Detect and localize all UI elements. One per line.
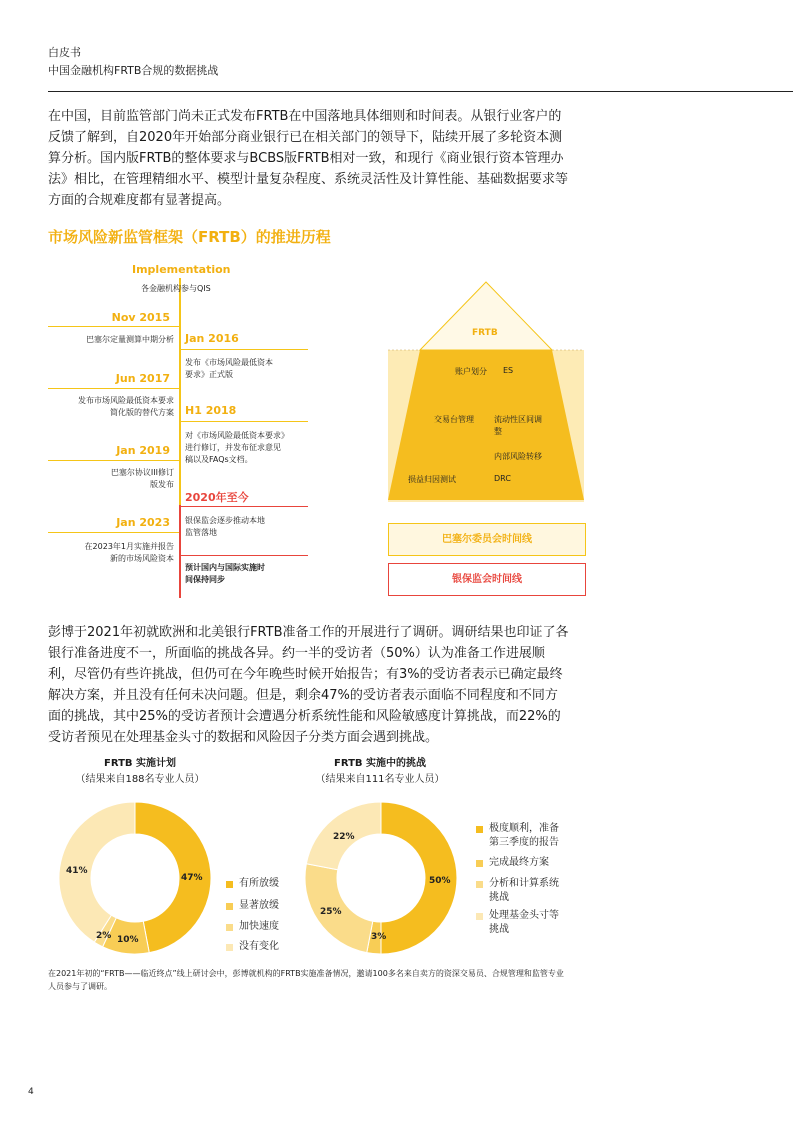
pyramid-label-l2a: 交易台管理 [434,415,474,424]
timeline-line [48,388,179,389]
chart2-label-fund-challenge: 22% [333,832,355,842]
timeline-axis-red [179,505,181,598]
pyramid-label-l4a: 损益归因测试 [408,475,456,484]
basel-timeline-box: 巴塞尔委员会时间线 [388,523,586,556]
legend-item: 没有变化 [239,941,279,952]
legend-swatch [226,881,233,888]
legend-item: 完成最终方案 [489,857,549,868]
legend-item: 分析和计算系统 [489,878,559,889]
header-doc-title: 中国金融机构FRTB合规的数据挑战 [48,64,219,77]
legend-swatch [476,913,483,920]
timeline-nov2015-note: 巴塞尔定量测算中期分析 [86,335,174,344]
timeline-jun2017: Jun 2017 [115,372,170,385]
chart2-title: FRTB 实施中的挑战 [333,758,426,769]
pyramid-label-l1a: 账户划分 [455,367,487,376]
survey-paragraph: 彭博于2021年初就欧洲和北美银行FRTB准备工作的开展进行了调研。调研结果也印证了各银行准备进度不一，所面临的挑战各异。约一半的受访者（50%）认为准备工作进展顺利，尽管仍有些许挑战，但仍可在今年晚些时候开始报告；有3%的受访者表示已确定最终解决方案，并且没有任何未决问题。但是，剩余47%的受访者表示面临不同程度和不同方面的挑战，其中25%的受访者预计会遭遇分析系统性能和风险敏感度计算挑战，而22%的受访者预见在处理基金头寸的数据和风险因子分类方面会遇到挑战。 [48,625,569,745]
legend-swatch [226,924,233,931]
timeline-line [181,349,308,350]
pyramid-label-l4b: DRC [494,474,511,483]
legend-item: 显著放缓 [239,900,279,911]
timeline-line [48,532,179,533]
timeline-2020: 2020年至今 [185,491,249,504]
legend-item: 极度顺利，准备 [489,823,559,834]
chart2-label-final-solution: 3% [371,932,387,942]
chart1-subtitle: （结果来自188名专业人员） [75,774,205,785]
timeline-final-note: 预计国内与国际实施时间保持同步 [185,563,265,584]
timeline-jan2016-note: 发布《市场风险最低资本要求》正式版 [185,358,273,379]
chart1-label-no-change: 41% [66,866,88,876]
timeline-h12018-note: 对《市场风险最低资本要求》进行修订，并发布征求意见稿以及FAQs文档。 [185,431,285,464]
cbirc-timeline-box: 银保监会时间线 [388,563,586,596]
legend-swatch [476,860,483,867]
legend-item: 第三季度的报告 [489,837,559,848]
chart2-label-smooth: 50% [429,876,451,886]
timeline-h12018: H1 2018 [185,404,237,417]
timeline-line [48,326,179,327]
legend-swatch [226,944,233,951]
timeline-jan2016: Jan 2016 [185,332,239,345]
legend-item: 有所放缓 [239,878,279,889]
chart2-label-system-challenge: 25% [320,907,342,917]
frtb-pyramid [388,280,584,502]
pyramid-tip [420,282,552,350]
timeline-line [181,421,308,422]
timeline-jan2019-note: 巴塞尔协议III修订版发布 [110,468,174,489]
timeline-line-red [181,506,308,507]
pyramid-title: FRTB [472,328,498,338]
timeline-line [48,460,179,461]
legend-item: 加快速度 [239,921,279,932]
timeline-2020-note: 银保监会逐步推动本地监管落地 [185,516,265,537]
chart1-label-slowed: 47% [181,873,203,883]
chart1-label-accelerated: 2% [96,931,112,941]
pyramid-label-l3: 内部风险转移 [494,452,542,461]
section-title: 市场风险新监管框架（FRTB）的推进历程 [48,228,331,246]
timeline-implementation-sub: 各金融机构参与QIS [141,284,211,293]
chart1-label-significantly-slowed: 10% [117,935,139,945]
legend-swatch [226,903,233,910]
legend-swatch [476,881,483,888]
legend-item: 挑战 [489,924,509,935]
legend-item: 挑战 [489,892,509,903]
header-doc-type: 白皮书 [48,46,81,59]
timeline-jun2017-note: 发布市场风险最低资本要求简化版的替代方案 [78,396,174,417]
timeline-jan2023: Jan 2023 [116,516,170,529]
intro-paragraph: 在中国，目前监管部门尚未正式发布FRTB在中国落地具体细则和时间表。从银行业客户的反馈了解到，自2020年开始部分商业银行已在相关部门的领导下，陆续开展了多轮资本测算分析。国内版FRTB的整体要求与BCBS版FRTB相对一致，和现行《商业银行资本管理办法》相比，在管理精细水平、模型计量复杂程度、系统灵活性及计算性能、基础数据要求等方面的合规难度都有显著提高。 [48,109,569,208]
timeline-jan2019: Jan 2019 [116,444,170,457]
timeline-jan2023-note: 在2023年1月实施并报告新的市场风险资本 [84,542,174,563]
pyramid-label-l1b: ES [503,366,514,375]
pyramid-label-l2b: 流动性区间调整 [494,415,542,436]
header-divider [48,91,793,92]
chart2-subtitle: （结果来自111名专业人员） [315,774,445,785]
legend-item: 处理基金头寸等 [489,910,559,921]
legend-swatch [476,826,483,833]
footnote: 在2021年初的“FRTB——临近终点”线上研讨会中，彭博就机构的FRTB实施准备情况，邀请100多名来自卖方的资深交易员、合规管理和监管专业人员参与了调研。 [48,969,564,991]
chart1-title: FRTB 实施计划 [103,758,176,769]
timeline-line-red [181,555,308,556]
timeline-nov2015: Nov 2015 [111,311,170,324]
timeline-implementation: Implementation [132,263,231,276]
page-number: 4 [28,1087,34,1097]
